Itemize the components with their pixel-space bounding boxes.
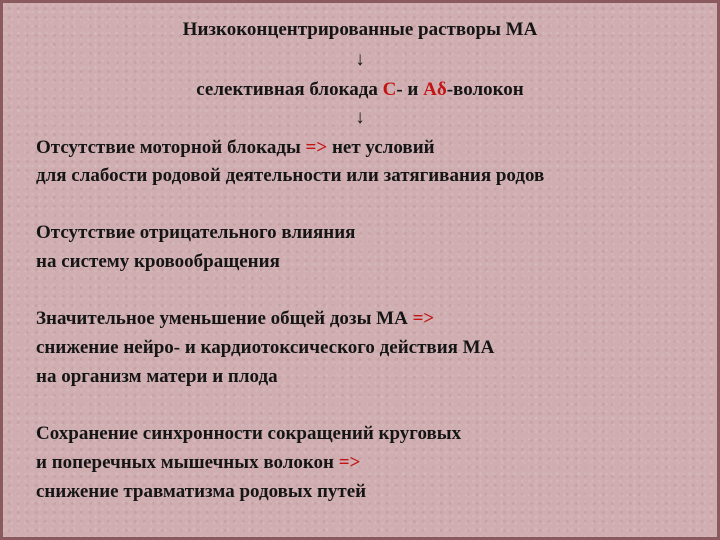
point1-line1 (36, 137, 435, 159)
selective-mid: - и (396, 79, 424, 100)
point4-line2 (36, 452, 360, 474)
slide-title: Низкоконцентрированные растворы МА (182, 19, 538, 40)
point4-text: и поперечных мышечных волокон (36, 452, 339, 473)
point1-rest: нет условий (327, 137, 435, 158)
point3-line3: на организм матери и плода (36, 366, 278, 387)
selective-prefix: селективная блокада (196, 79, 383, 100)
point2-line2: на систему кровообращения (36, 251, 280, 272)
down-arrow-2: ↓ (355, 107, 365, 128)
implies-arrow-2: => (412, 308, 435, 329)
point1-text: Отсутствие моторной блокады (36, 137, 306, 158)
point3-line2: снижение нейро- и кардиотоксического действия МА (36, 337, 495, 358)
a-delta-fibers-label: Aδ (423, 79, 447, 100)
implies-arrow-3: => (338, 452, 361, 473)
point4-line1: Сохранение синхронности сокращений круговых (36, 423, 462, 444)
selective-blockade-line (3, 79, 717, 101)
point1-line2: для слабости родовой деятельности или затягивания родов (36, 165, 545, 186)
implies-arrow-1: => (305, 137, 328, 158)
down-arrow-1: ↓ (355, 49, 365, 70)
point2-line1: Отсутствие отрицательного влияния (36, 222, 356, 243)
point4-line3: снижение травматизма родовых путей (36, 481, 367, 502)
point3-line1 (36, 308, 434, 330)
point3-text: Значительное уменьшение общей дозы МА (36, 308, 413, 329)
selective-suffix: -волокон (446, 79, 524, 100)
c-fibers-label: С (382, 79, 397, 100)
